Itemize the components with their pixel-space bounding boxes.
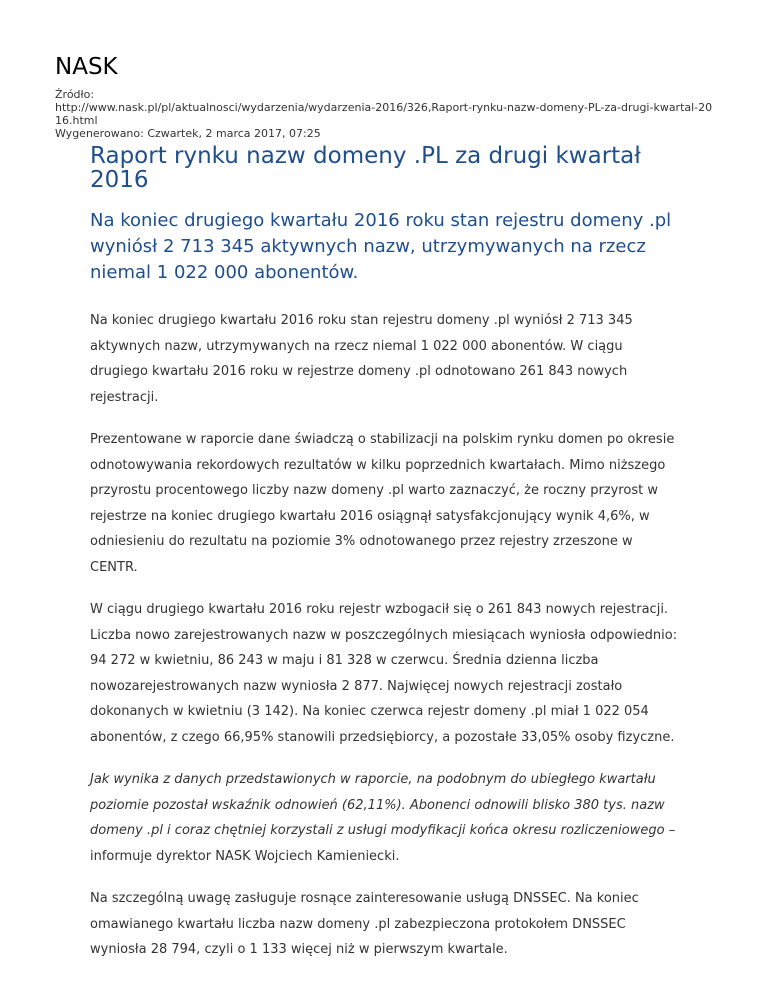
quote-text: Jak wynika z danych przedstawionych w raporcie, na podobnym do ubiegłego kwartału poziomie pozostał wskaźnik odnowień (62,11%). Abonenci odnowili blisko 380 tys. nazw domeny .pl i coraz chętniej korzystali z usługi modyfikacji końca okresu rozliczeniowego	[90, 772, 665, 838]
article-body	[90, 308, 678, 963]
paragraph-3: W ciągu drugiego kwartału 2016 roku rejestr wzbogacił się o 261 843 nowych rejestracji. Liczba nowo zarejestrowanych nazw w poszczególnych miesiącach wyniosła odpowiednio: 94 272 w kwietniu, 86 243 w maju i 81 328 w czerwcu. Średnia dzienna liczba nowozarejestrowanych nazw wyniosła 2 877. Najwięcej nowych rejestracji zostało dokonanych w kwietniu (3 142). Na koniec czerwca rejestr domeny .pl miał 1 022 054 abonentów, z czego 66,95% stanowili przedsiębiorcy, a pozostałe 33,05% osoby fizyczne.	[90, 602, 678, 745]
article-title: Raport rynku nazw domeny .PL za drugi kwartał 2016	[90, 143, 641, 193]
quote-attribution: – informuje dyrektor NASK Wojciech Kamieniecki.	[90, 823, 676, 864]
source-url: http://www.nask.pl/pl/aktualnosci/wydarzenia/wydarzenia-2016/326,Raport-rynku-nazw-domeny-PL-za-drugi-kwartal-2016.html	[55, 101, 713, 127]
paragraph-quote	[90, 767, 678, 869]
site-title: NASK	[55, 54, 118, 80]
generated-date: Wygenerowano: Czwartek, 2 marca 2017, 07:25	[55, 127, 321, 140]
source-label: Źródło:	[55, 88, 95, 101]
paragraph-2: Prezentowane w raporcie dane świadczą o stabilizacji na polskim rynku domen po okresie odnotowywania rekordowych rezultatów w kilku poprzednich kwartałach. Mimo niższego przyrostu procentowego liczby nazw domeny .pl warto zaznaczyć, że roczny przyrost w rejestrze na koniec drugiego kwartału 2016 osiągnął satysfakcjonujący wynik 4,6%, w odniesieniu do rezultatu na poziomie 3% odnotowanego przez rejestry zrzeszone w CENTR.	[90, 432, 675, 575]
document-meta	[55, 88, 715, 140]
article-lead: Na koniec drugiego kwartału 2016 roku stan rejestru domeny .pl wyniósł 2 713 345 aktywnych nazw, utrzymywanych na rzecz niemal 1 022 000 abonentów.	[90, 210, 672, 283]
article	[90, 144, 690, 980]
paragraph-5: Na szczególną uwagę zasługuje rosnące zainteresowanie usługą DNSSEC. Na koniec omawianego kwartału liczba nazw domeny .pl zabezpieczona protokołem DNSSEC wyniosła 28 794, czyli o 1 133 więcej niż w pierwszym kwartale.	[90, 891, 639, 957]
paragraph-1: Na koniec drugiego kwartału 2016 roku stan rejestru domeny .pl wyniósł 2 713 345 aktywnych nazw, utrzymywanych na rzecz niemal 1 022 000 abonentów. W ciągu drugiego kwartału 2016 roku w rejestrze domeny .pl odnotowano 261 843 nowych rejestracji.	[90, 313, 633, 405]
